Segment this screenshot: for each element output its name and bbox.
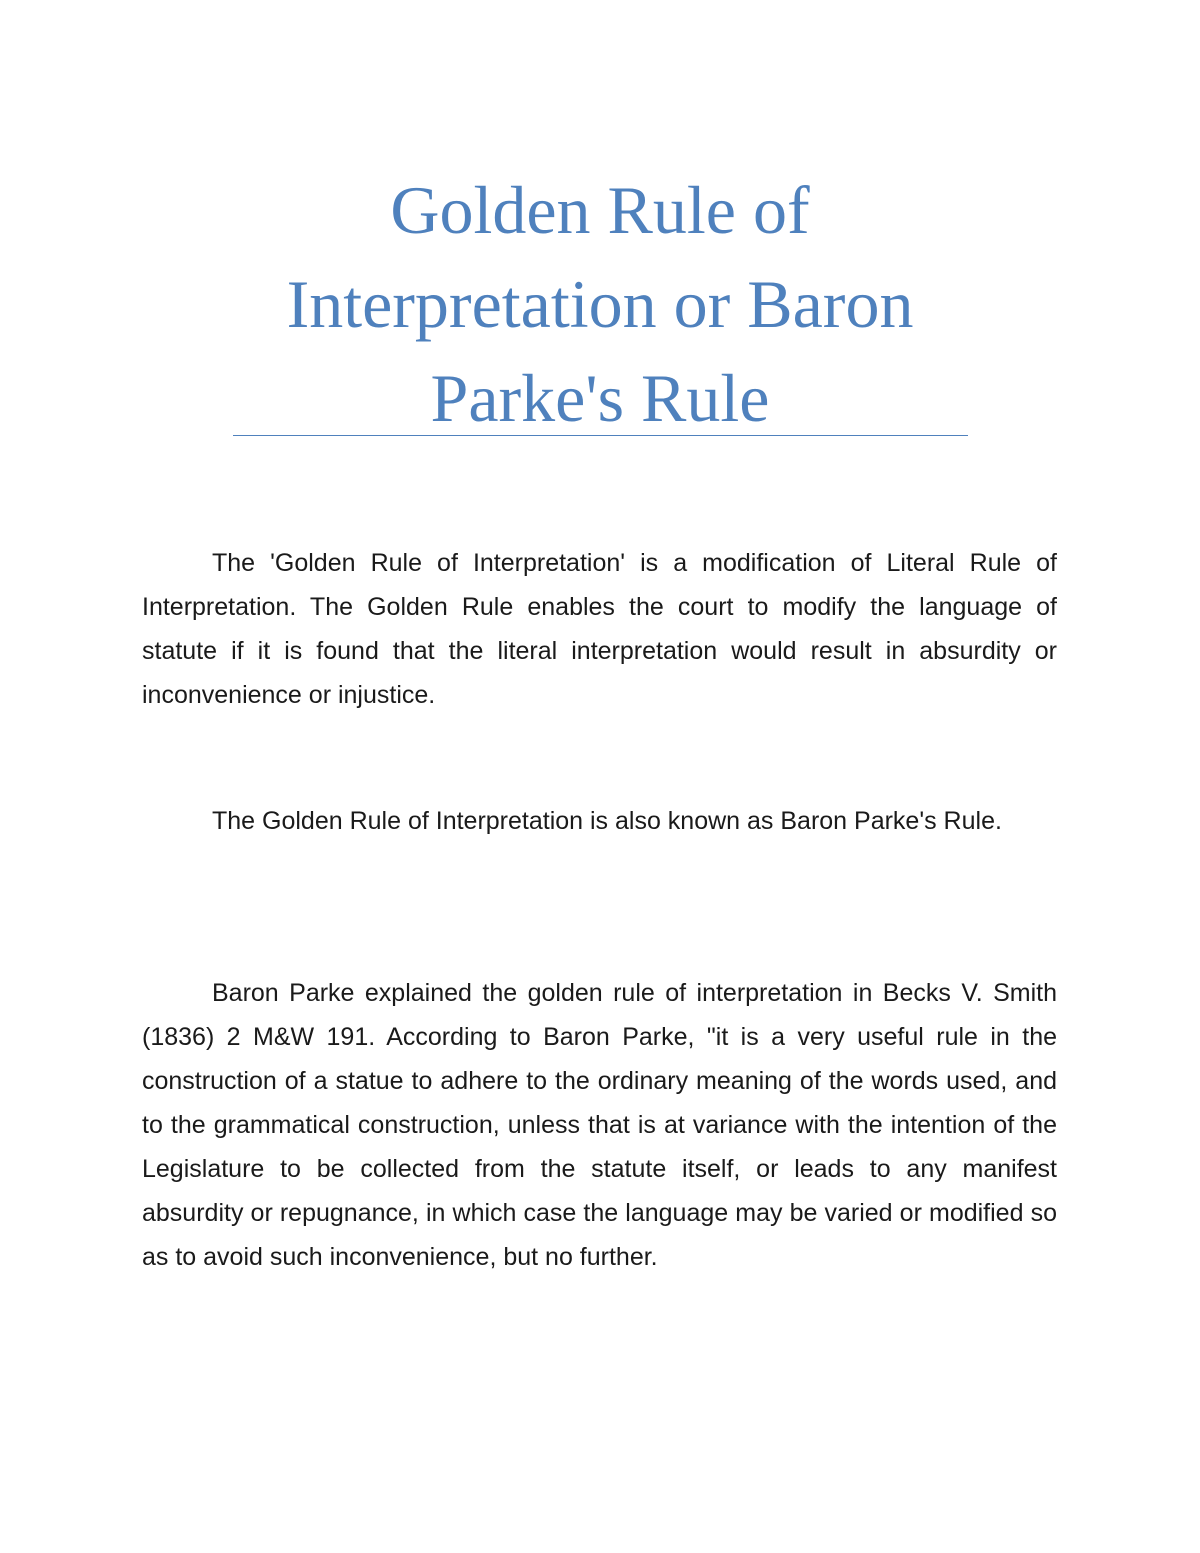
paragraph-baron-parke-alias: The Golden Rule of Interpretation is also known as Baron Parke's Rule.	[212, 807, 1002, 835]
title-underline-divider	[233, 435, 968, 436]
paragraph-golden-rule-definition: The 'Golden Rule of Interpretation' is a modification of Literal Rule of Interpretation. The Golden Rule enables the court to modify the language of statute if it is found that the literal interpretation would result in absurdity or inconvenience or injustice.	[142, 549, 1057, 709]
title-line-2: Interpretation or Baron	[286, 266, 914, 342]
title-line-3: Parke's Rule	[430, 360, 770, 436]
page-title	[230, 163, 970, 445]
title-line-1: Golden Rule of	[390, 172, 810, 248]
paragraph-becks-v-smith: Baron Parke explained the golden rule of interpretation in Becks V. Smith (1836) 2 M&W 191. According to Baron Parke, "it is a very useful rule in the construction of a statue to adhere to the ordinary meaning of the words used, and to the grammatical construction, unless that is at variance with the intention of the Legislature to be collected from the statute itself, or leads to any manifest absurdity or repugnance, in which case the language may be varied or modified so as to avoid such inconvenience, but no further.	[142, 979, 1057, 1271]
